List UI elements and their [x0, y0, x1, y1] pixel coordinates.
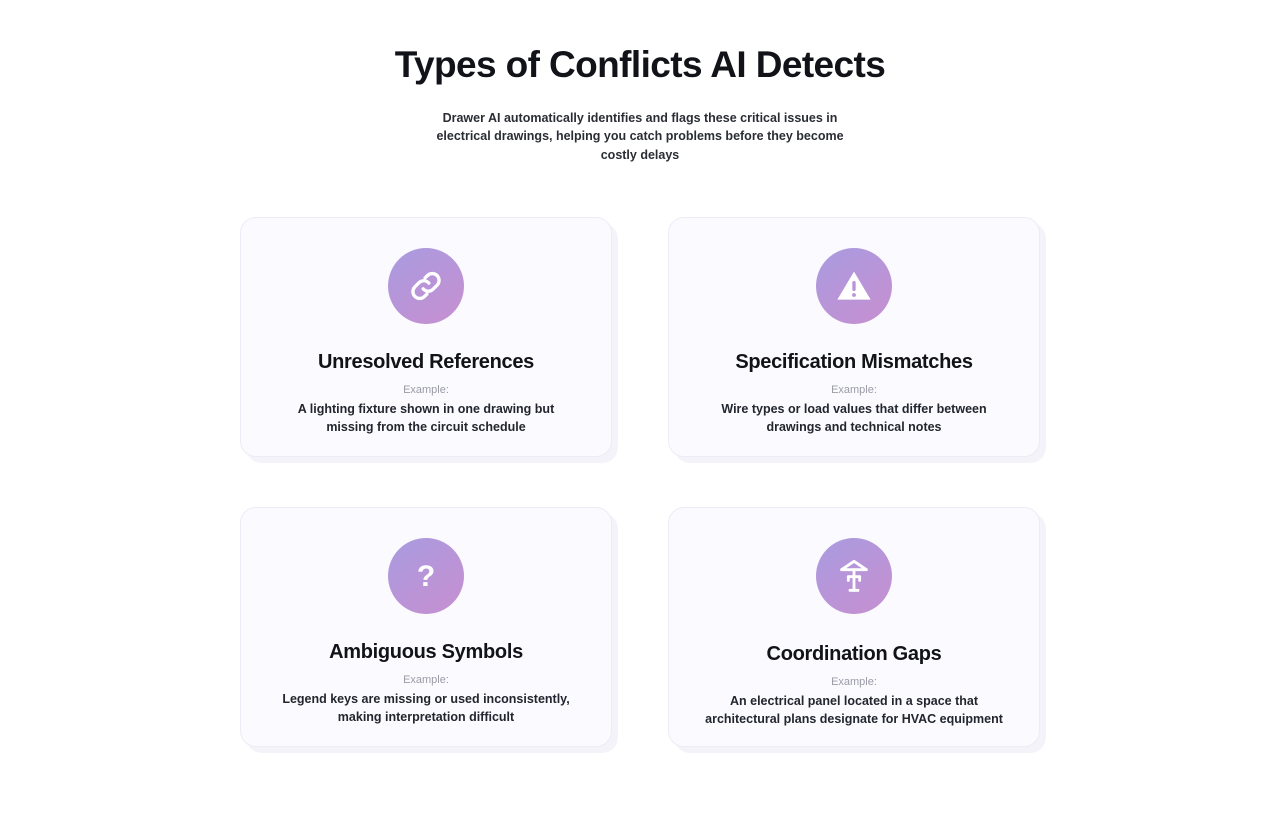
example-text: A lighting fixture shown in one drawing but missing from the circuit schedule	[297, 401, 555, 434]
page-subtitle: Drawer AI automatically identifies and flags these critical issues in electrical drawings, helping you catch problems before they become costly delays	[436, 110, 844, 163]
example-label: Example:	[403, 673, 449, 686]
conflict-card-ambiguous-symbols[interactable]	[240, 507, 612, 747]
warning-triangle-icon	[816, 248, 892, 324]
example-label: Example:	[831, 675, 877, 688]
svg-text:?: ?	[416, 559, 436, 593]
card-title: Specification Mismatches	[735, 350, 973, 373]
conflict-cards-grid	[240, 217, 1040, 747]
example-label: Example:	[831, 383, 877, 396]
conflict-card-specification-mismatches[interactable]	[668, 217, 1040, 457]
link-icon	[388, 248, 464, 324]
example-text: Wire types or load values that differ between drawings and technical notes	[721, 401, 987, 434]
card-title: Unresolved References	[317, 350, 535, 373]
conflict-card-unresolved-references[interactable]	[240, 217, 612, 457]
card-title: Ambiguous Symbols	[329, 640, 523, 663]
example-text: An electrical panel located in a space that architectural plans designate for HVAC equipment	[705, 693, 1003, 726]
example-label: Example:	[403, 383, 449, 396]
question-mark-icon	[388, 538, 464, 614]
example-text: Legend keys are missing or used inconsistently, making interpretation difficult	[282, 691, 570, 724]
card-title: Coordination Gaps	[766, 642, 942, 665]
page-title: Types of Conflicts AI Detects	[394, 44, 886, 85]
crane-icon	[816, 538, 892, 614]
conflict-card-coordination-gaps[interactable]	[668, 507, 1040, 747]
